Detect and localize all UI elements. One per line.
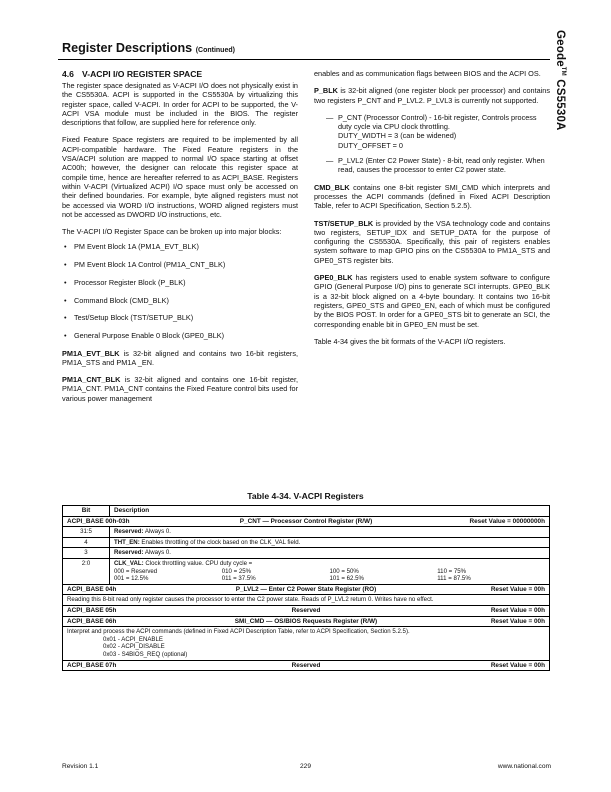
brand-title: Geode [554,30,566,67]
section-number: 4.6 [62,69,74,79]
desc-cell [110,537,550,548]
continued-paragraph: enables and as communication flags between BIOS and the ACPI OS. [314,69,541,78]
tst-blk-term: TST/SETUP_BLK [314,218,374,228]
evt-blk-paragraph [62,349,298,368]
cmd-blk-term: CMD_BLK [314,182,350,192]
table-row [63,527,550,538]
command-code: 0x03 - S4BIOS_REQ (optional) [103,650,188,658]
right-column [314,69,550,354]
blocks-intro: The V-ACPI I/O Register Space can be broken up into major blocks: [62,227,282,237]
header-rule [58,59,550,60]
register-header-row [63,605,550,616]
evt-blk-text: is 32-bit aligned and contains two 16-bit registers, PM1A_STS and PM1A _EN. [62,348,298,367]
registers-table [62,505,550,671]
gpe-blk-text: has registers used to enable system software to configure GPIO (General Purpose I/O) pins to generate SCI interrupts. GPE0_BLK is a 32-bit block aligned on a 4-byte boundary. It contains two 16-bit registers, GPE0_STS and GPE0_EN, each of which must be configured by the BIOS POST. In order for a GPE0_STS bit to generate an SCI, the corresponding enable bit in GPE0_EN must be set. [314,273,550,329]
page-title [62,41,235,55]
fixed-feature-paragraph: Fixed Feature Space registers are required to be implemented by all ACPI-compatible hardware. The Fixed Feature registers in the VSA/ACPI solution are mapped to normal I/O space starting at offset AC00h; however, the designer can relocate this register space at compile time, hence are hereafter referred to as ACPI_BASE. Registers within V-ACPI (Virtualized ACPI) I/O space must only be accessed on their defined boundaries. For example, byte aligned registers must not be accessed via WORD I/O instructions, WORD aligned registers must not be accessed as DWORD I/O instructions, etc. [62,135,298,219]
register-name: P_LVL2 — Enter C2 Power State Register (RO) [235,585,377,593]
field-label: CLK_VAL: [114,559,144,567]
section-heading [62,69,298,79]
register-reset: Reset Value = 00h [490,617,545,625]
register-reset: Reset Value = 00h [490,585,545,593]
bit-cell: 4 [63,537,110,548]
blocks-list [62,242,298,340]
field-text: Clock throttling value. CPU duty cycle = [143,559,253,567]
register-name: Reserved [291,606,321,614]
register-offset: ACPI_BASE 05h [67,606,117,614]
register-name: SMI_CMD — OS/BIOS Requests Register (R/W) [234,617,378,625]
list-item: • Processor Register Block (P_BLK) [62,278,298,287]
tst-blk-text: is provided by the VSA technology code and contains two registers, SETUP_IDX and SETUP_DATA for the purpose of configuring the CS5530A. Specifically, this pair of registers enables system software to map GPIO pins on the CS5530A to PM1A_STS and GPE0_STS register bits. [314,218,550,265]
p-cnt-item [314,113,550,150]
register-name: Reserved [291,661,321,669]
pblk-paragraph [314,86,550,105]
col-bit-header: Bit [63,506,110,517]
clk-val-option: 111 = 87.5% [437,575,471,583]
clk-val-option: 100 = 50% [329,567,359,575]
p-lvl2-text: P_LVL2 (Enter C2 Power State) - 8-bit, read only register. When read, causes the processor to enter C2 power state. [338,156,545,175]
p-lvl2-item [314,156,550,175]
gpe-blk-term: GPE0_BLK [314,273,353,283]
field-label: Reserved: [114,528,144,536]
p-cnt-line-3: DUTY_OFFSET = 0 [338,140,403,150]
dash-mark: — [326,156,334,166]
table-row [63,558,550,584]
list-item: • PM Event Block 1A (PM1A_EVT_BLK) [62,242,298,251]
clk-val-option: 000 = Reserved [114,567,158,575]
table-row [63,537,550,548]
list-item: • Command Block (CMD_BLK) [62,296,298,305]
command-code: 0x02 - ACPI_DISABLE [103,643,165,651]
clk-val-row [114,568,545,576]
cnt-blk-text: is 32-bit aligned and contains one 16-bit register, PM1A_CNT. PM1A_CNT contains the Fixed Feature control bits used for various power management [62,375,298,403]
desc-cell [110,558,550,584]
footer-revision: Revision 1.1 [62,763,99,770]
field-text: Enables throttling of the clock based on the CLK_VAL field. [139,538,301,546]
clk-val-option: 101 = 62.5% [329,575,364,583]
bit-cell: 2:0 [63,558,110,584]
command-code: 0x01 - ACPI_ENABLE [103,635,163,643]
evt-blk-term: PM1A_EVT_BLK [62,348,120,358]
bit-cell: 31:5 [63,527,110,538]
field-text: Always 0. [143,549,171,557]
cnt-blk-paragraph [62,375,298,403]
left-column [62,69,298,411]
register-description: Reading this 8-bit read only register causes the processor to enter the C2 power state. Reads of P_LVL2 return 0. Writes have no effect. [63,595,550,606]
clk-val-option: 001 = 12.5% [114,575,149,583]
desc-cell [110,548,550,559]
register-reset: Reset Value = 00h [490,661,545,669]
clk-val-row [114,575,545,583]
register-offset: ACPI_BASE 07h [67,661,117,669]
p-cnt-line-1: P_CNT (Processor Control) - 16-bit register, Controls process duty cycle via CPU clock throttling. [338,112,537,132]
field-label: THT_EN: [114,538,140,546]
tst-blk-paragraph [314,219,550,265]
register-header-row [63,616,550,627]
register-reset: Reset Value = 00h [490,606,545,614]
brand-part: CS5530A [554,79,566,131]
brand-tm: TM [559,66,566,76]
list-item: • Test/Setup Block (TST/SETUP_BLK) [62,313,298,322]
list-item: • General Purpose Enable 0 Block (GPE0_BLK) [62,331,298,340]
list-item: • PM Event Block 1A Control (PM1A_CNT_BLK) [62,260,298,269]
intro-paragraph: The register space designated as V-ACPI I/O does not physically exist in the CS5530A. ACPI is supported in the CS5530A by virtualizing this register space, called V-ACPI. In order for ACPI to be supported, the V-ACPI VSA module must be included in the BIOS. The register descriptions that follow, are supplied here for reference only. [62,81,298,128]
field-text: Always 0. [143,528,171,536]
page-title-suffix: (Continued) [195,47,235,54]
table-header-row [63,506,550,517]
table-row [63,548,550,559]
field-label: Reserved: [114,549,144,557]
cmd-blk-paragraph [314,183,550,211]
register-offset: ACPI_BASE 04h [67,585,117,593]
register-header-row [63,516,550,527]
clk-val-option: 011 = 37.5% [221,575,256,583]
register-offset: ACPI_BASE 06h [67,617,117,625]
table-caption: Table 4-34. V-ACPI Registers [247,491,364,501]
p-cnt-line-2: DUTY_WIDTH = 3 (can be widened) [338,131,457,141]
table-row [63,595,550,606]
desc-cell [110,527,550,538]
table-row [63,627,550,660]
pblk-text: is 32-bit aligned (one register block per processor) and contains two registers P_CNT and P_LVL2. P_LVL3 is currently not supported. [314,86,550,105]
pblk-term: P_BLK [314,86,338,96]
register-reset: Reset Value = 00000000h [469,517,545,525]
side-brand [556,30,576,230]
section-title: V-ACPI I/O REGISTER SPACE [81,69,203,79]
footer-page-number: 229 [299,763,311,770]
register-header-row [63,660,550,671]
cnt-blk-term: PM1A_CNT_BLK [62,375,121,385]
register-description [63,627,550,660]
col-desc-header: Description [110,506,550,517]
gpe-blk-paragraph [314,273,550,329]
bit-cell: 3 [63,548,110,559]
cmd-blk-text: contains one 8-bit register SMI_CMD which interprets and processes the ACPI commands (defined in Fixed ACPI Description Table, refer to ACPI Specification, Section 5.2.5). [314,182,550,211]
register-name: P_CNT — Processor Control Register (R/W) [239,517,373,525]
page-title-main: Register Descriptions [62,41,193,55]
register-offset: ACPI_BASE 00h-03h [67,517,130,525]
smi-cmd-desc: Interpret and process the ACPI commands (defined in Fixed ACPI Description Table, refer to ACPI Specification, Section 5.2.5). [67,628,410,636]
register-header-row [63,584,550,595]
dash-mark: — [326,112,334,122]
closing-paragraph: Table 4-34 gives the bit formats of the V-ACPI I/O registers. [314,336,506,346]
footer-url[interactable]: www.national.com [497,763,551,770]
clk-val-option: 110 = 75% [437,567,467,575]
clk-val-option: 010 = 25% [221,567,252,575]
